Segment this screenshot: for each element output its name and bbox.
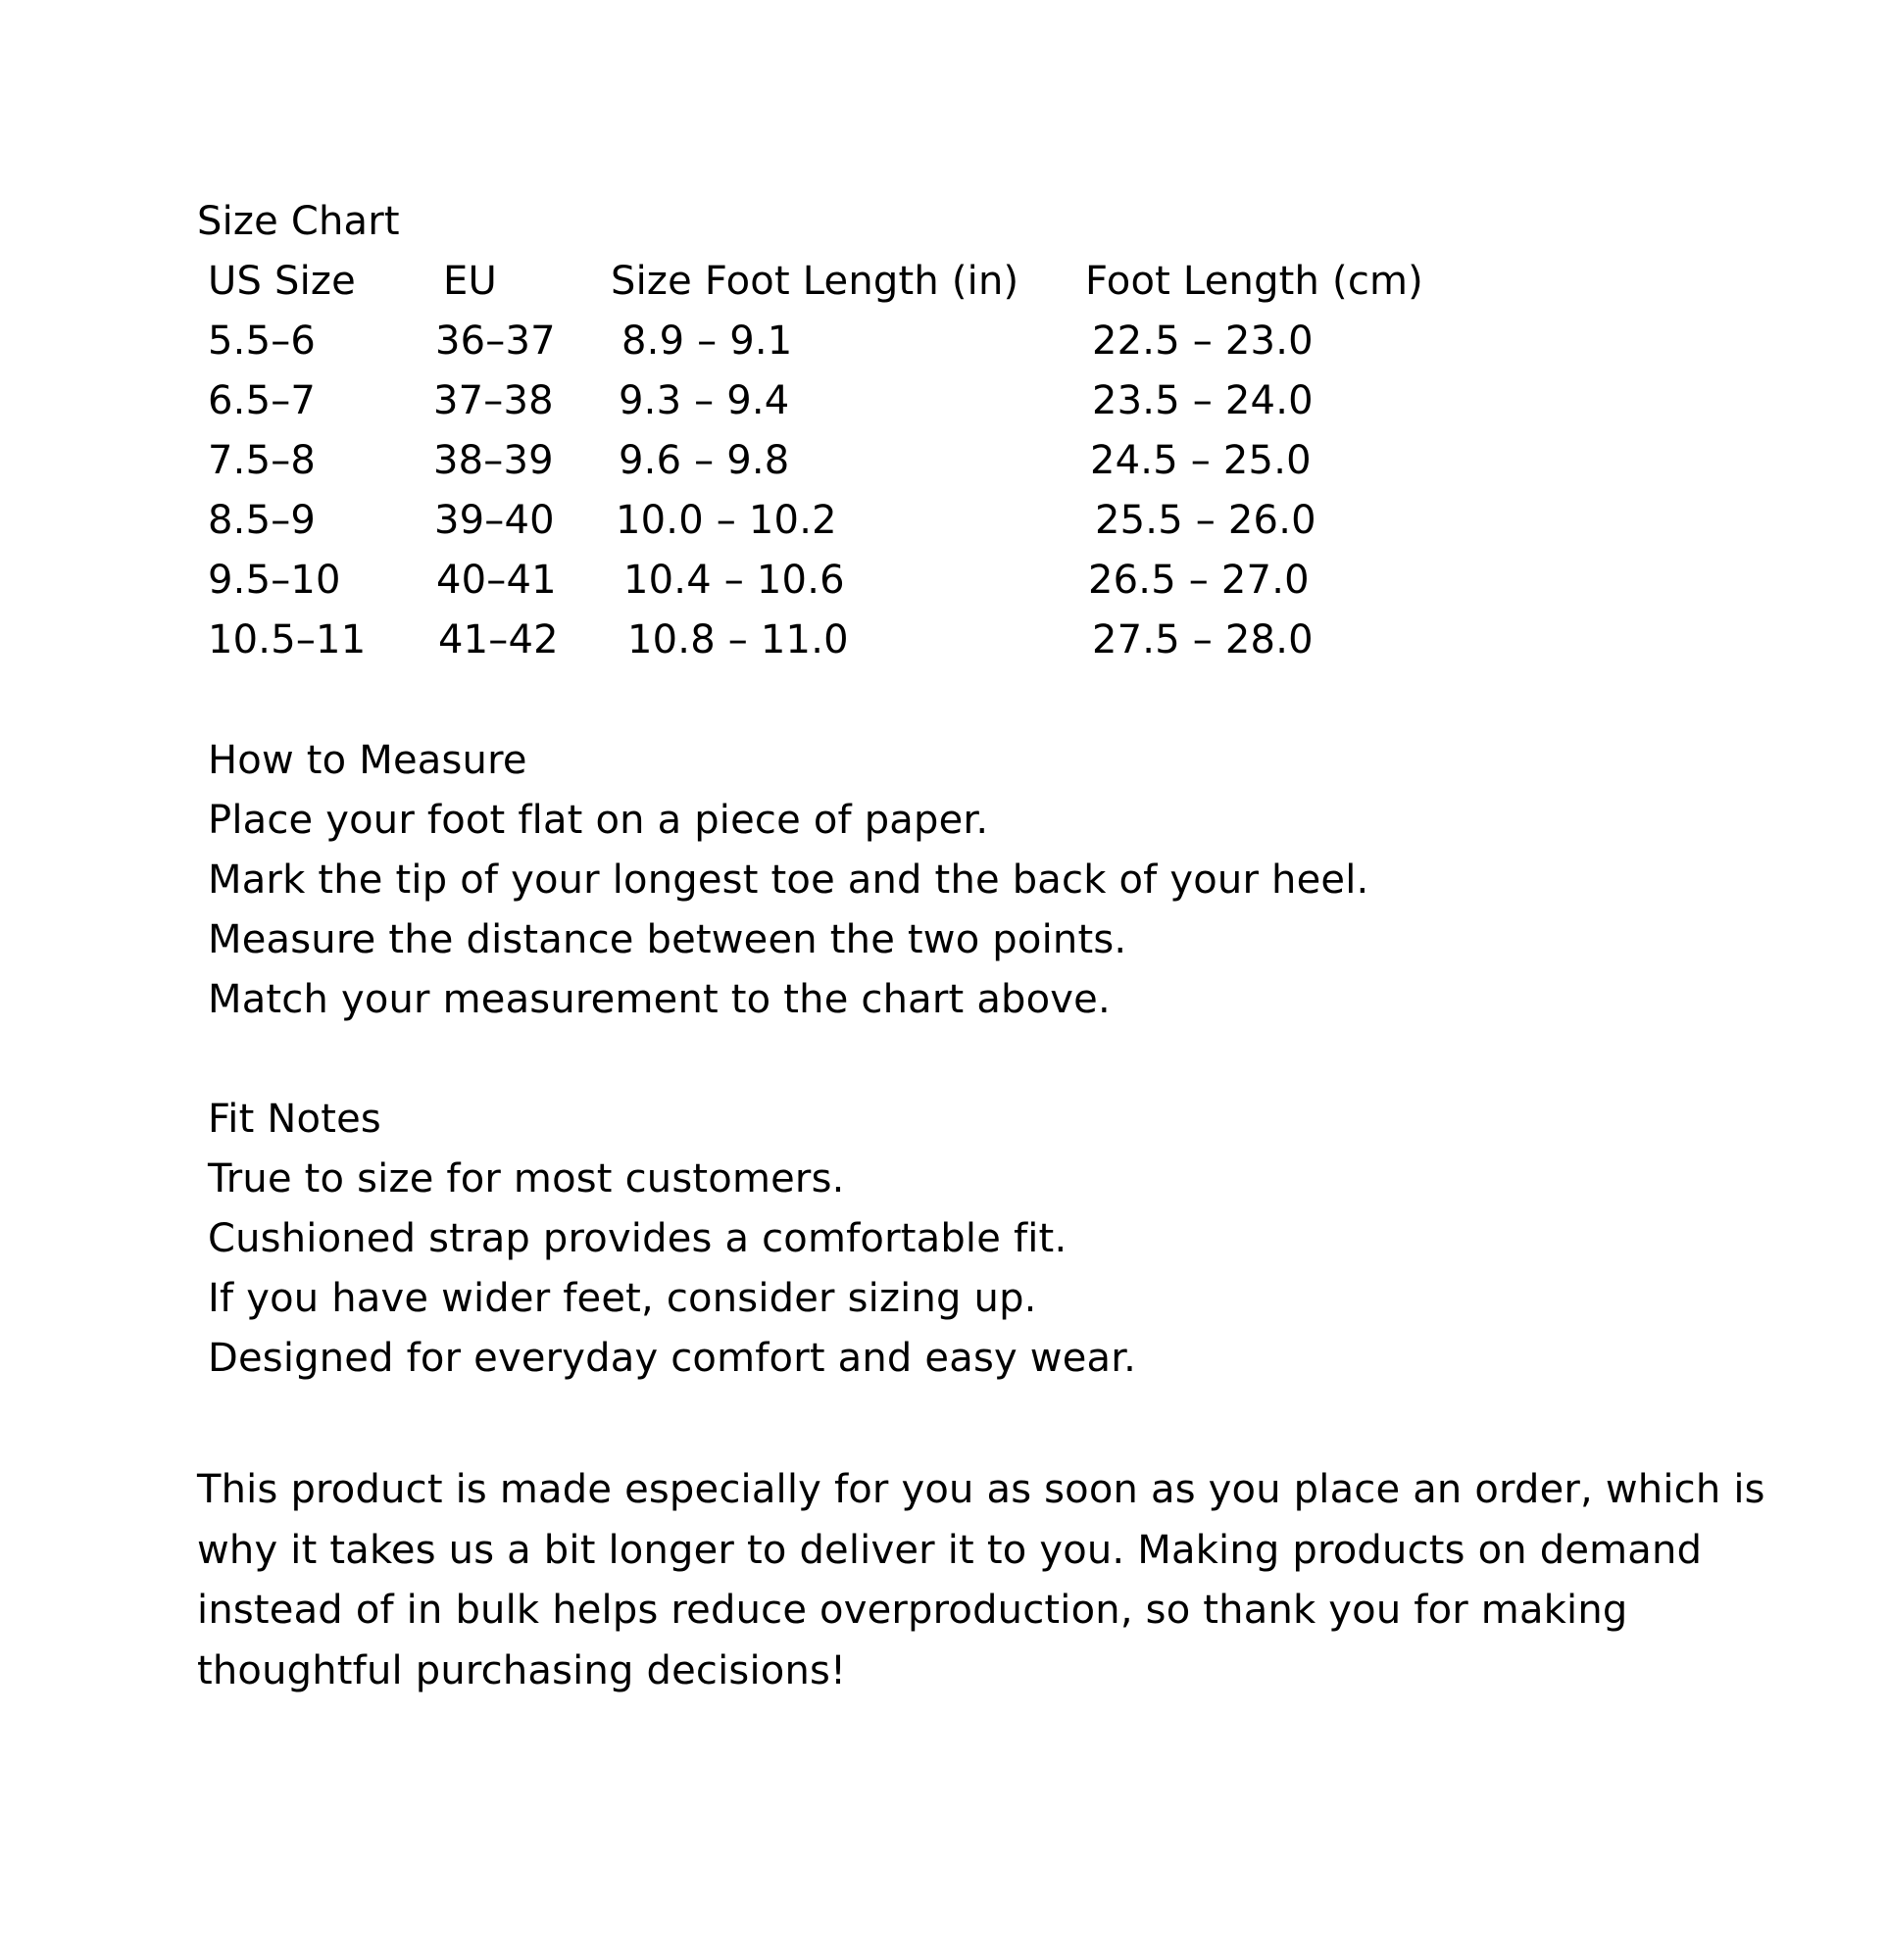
fit-note: Designed for everyday comfort and easy wear. <box>208 1336 1137 1381</box>
us-size-cell: 10.5–11 <box>208 617 367 662</box>
production-note: This product is made especially for you as soon as you place an order, which is why it takes us a bit longer to deliver it to you. Making products on demand instead of in bulk helps reduce overproduction, so thank you for making thoughtful purchasing decisions! <box>197 1467 1765 1693</box>
foot-length-in-cell: 8.9 – 9.1 <box>621 318 793 364</box>
header-foot-length-in: Size Foot Length (in) <box>611 259 1019 304</box>
us-size-cell: 8.5–9 <box>208 498 317 543</box>
size-chart-title: Size Chart <box>197 199 400 244</box>
foot-length-cm-cell: 27.5 – 28.0 <box>1092 617 1314 662</box>
fit-note: If you have wider feet, consider sizing up. <box>208 1276 1037 1321</box>
fit-notes-title: Fit Notes <box>208 1097 381 1142</box>
eu-size-cell: 36–37 <box>435 318 556 364</box>
fit-note: True to size for most customers. <box>208 1156 845 1201</box>
foot-length-cm-cell: 24.5 – 25.0 <box>1090 438 1312 483</box>
measure-step: Mark the tip of your longest toe and the back of your heel. <box>208 858 1369 903</box>
eu-size-cell: 37–38 <box>433 378 554 423</box>
header-us-size: US Size <box>208 259 356 304</box>
foot-length-in-cell: 10.8 – 11.0 <box>627 617 849 662</box>
eu-size-cell: 41–42 <box>438 617 559 662</box>
eu-size-cell: 40–41 <box>436 558 557 603</box>
foot-length-in-cell: 9.6 – 9.8 <box>619 438 790 483</box>
fit-note: Cushioned strap provides a comfortable fit. <box>208 1216 1068 1261</box>
how-to-measure-title: How to Measure <box>208 738 527 783</box>
foot-length-cm-cell: 23.5 – 24.0 <box>1092 378 1314 423</box>
foot-length-cm-cell: 22.5 – 23.0 <box>1092 318 1314 364</box>
foot-length-in-cell: 10.0 – 10.2 <box>616 498 837 543</box>
foot-length-in-cell: 10.4 – 10.6 <box>623 558 845 603</box>
eu-size-cell: 39–40 <box>434 498 555 543</box>
eu-size-cell: 38–39 <box>433 438 554 483</box>
measure-step: Match your measurement to the chart above. <box>208 977 1111 1022</box>
foot-length-in-cell: 9.3 – 9.4 <box>619 378 790 423</box>
foot-length-cm-cell: 25.5 – 26.0 <box>1095 498 1316 543</box>
us-size-cell: 6.5–7 <box>208 378 317 423</box>
header-foot-length-cm: Foot Length (cm) <box>1085 259 1423 304</box>
foot-length-cm-cell: 26.5 – 27.0 <box>1088 558 1310 603</box>
measure-step: Measure the distance between the two points. <box>208 917 1127 962</box>
measure-step: Place your foot flat on a piece of paper. <box>208 798 989 843</box>
us-size-cell: 5.5–6 <box>208 318 317 364</box>
us-size-cell: 7.5–8 <box>208 438 317 483</box>
header-eu: EU <box>443 259 497 304</box>
us-size-cell: 9.5–10 <box>208 558 341 603</box>
